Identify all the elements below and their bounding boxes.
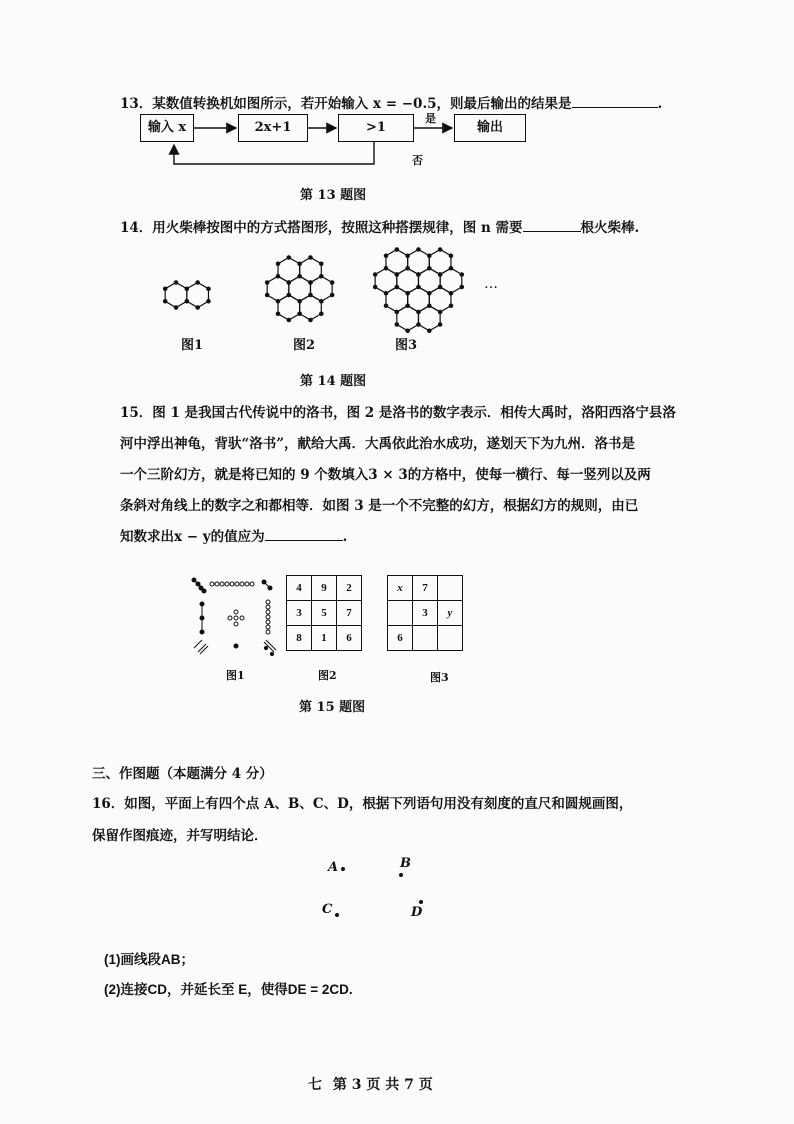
matchstick-joint (196, 281, 199, 284)
matchstick-joint (174, 306, 177, 309)
q15-label-fig3: 图3 (430, 671, 449, 684)
hexagon-cell (187, 283, 209, 308)
q16-line-1: 16．如图，平面上有四个点 A、B、C、D，根据下列语句用没有刻度的直尺和圆规画图， (92, 796, 633, 812)
q14-label-fig1: 图1 (181, 338, 204, 353)
point-c-dot (335, 913, 339, 917)
magic-square-fig3: x 7 3 y 6 (387, 575, 463, 651)
matchstick-joint (395, 248, 398, 251)
matchstick-joint (320, 262, 323, 265)
q13-flowchart (130, 112, 550, 172)
q14-answer-blank[interactable] (523, 219, 581, 232)
flow-compute-box: 2x+1 (238, 114, 308, 142)
matchstick-joint (330, 281, 333, 284)
q15-paragraph (120, 398, 676, 553)
point-b-label: B (400, 856, 411, 871)
matchstick-joint (174, 281, 177, 284)
q14-caption: 第 14 题图 (300, 374, 367, 389)
flow-output-box: 输出 (454, 114, 526, 142)
q16-step-1: (1)画线段AB； (104, 952, 194, 967)
matchstick-joint (384, 254, 387, 257)
q15-line-4: 条斜对角线上的数字之和都相等．如图 3 是一个不完整的幻方，根据幻方的规则，由已 (120, 498, 639, 514)
point-a-dot (341, 867, 345, 871)
q15-line-2: 河中浮出神龟，背驮“洛书”，献给大禹．大禹依此治水成功，遂划天下为九州．洛书是 (120, 436, 636, 452)
q13-answer-blank[interactable] (572, 95, 658, 108)
point-d-dot (419, 900, 423, 904)
matchstick-joint (276, 312, 279, 315)
hexagon-cell (418, 306, 440, 331)
flow-no-label: 否 (412, 154, 423, 167)
q15-caption: 第 15 题图 (299, 700, 366, 715)
q14-hexagon-figures (150, 240, 520, 335)
hexagon-figure-3 (373, 248, 463, 333)
point-d-label: D (411, 905, 423, 920)
q15-label-fig1: 图1 (226, 669, 245, 682)
point-a-label: A (328, 860, 339, 875)
footer-page-number: 第 3 页 共 7 页 (332, 1077, 433, 1093)
matchstick-joint (320, 312, 323, 315)
matchstick-joint (265, 281, 268, 284)
flow-yes-label: 是 (425, 112, 436, 125)
hexagon-cell (397, 306, 419, 331)
q14-label-fig3: 图3 (395, 338, 418, 353)
matchstick-joint (163, 300, 166, 303)
q15-label-fig2: 图2 (318, 669, 337, 682)
matchstick-joint (207, 287, 210, 290)
matchstick-joint (449, 254, 452, 257)
q15-line-3: 一个三阶幻方，就是将已知的 9 个数填入3 × 3的方格中，使每一横行、每一竖列以及两 (120, 467, 651, 483)
matchstick-joint (395, 323, 398, 326)
q15-line-5: 知数求出x − y的值应为 . (120, 529, 348, 545)
page-footer (308, 1074, 433, 1094)
matchstick-joint (196, 306, 199, 309)
matchstick-joint (309, 318, 312, 321)
matchstick-joint (438, 248, 441, 251)
q14-text: 14．用火柴棒按图中的方式搭图形，按照这种搭摆规律，图 n 需要 根火柴棒. (120, 220, 640, 236)
matchstick-joint (438, 323, 441, 326)
point-c-label: C (322, 902, 333, 917)
matchstick-joint (276, 262, 279, 265)
matchstick-joint (265, 293, 268, 296)
matchstick-joint (309, 256, 312, 259)
matchstick-joint (373, 285, 376, 288)
footer-mark: 七 (308, 1077, 322, 1093)
matchstick-joint (207, 300, 210, 303)
q14-label-fig2: 图2 (293, 338, 316, 353)
q15-answer-blank[interactable] (265, 528, 343, 541)
matchstick-joint (417, 248, 420, 251)
q14-ellipsis: … (484, 276, 498, 292)
matchstick-joint (384, 304, 387, 307)
section-3-heading: 三、作图题（本题满分 4 分） (92, 766, 273, 782)
hexagon-figure-2 (265, 256, 333, 322)
q13-caption: 第 13 题图 (300, 188, 367, 203)
matchstick-joint (460, 285, 463, 288)
point-b-dot (399, 873, 403, 877)
q15-line-1: 15．图 1 是我国古代传说中的洛书，图 2 是洛书的数字表示．相传大禹时，洛阳西洛宁县洛 (120, 405, 676, 421)
matchstick-joint (287, 318, 290, 321)
flow-condition-box: >1 (338, 114, 414, 142)
luoshu-figure (190, 576, 282, 660)
matchstick-joint (428, 329, 431, 332)
q16-line-2: 保留作图痕迹，并写明结论． (92, 828, 268, 844)
magic-square-fig2: 4 9 2 3 5 7 8 1 6 (286, 575, 362, 651)
matchstick-joint (330, 293, 333, 296)
hexagon-cell (300, 295, 322, 320)
hexagon-figure-1 (163, 281, 210, 309)
matchstick-joint (163, 287, 166, 290)
matchstick-joint (373, 273, 376, 276)
matchstick-joint (406, 329, 409, 332)
matchstick-joint (449, 304, 452, 307)
q13-text: 13．某数值转换机如图所示，若开始输入 x = −0.5，则最后输出的结果是 . (120, 96, 663, 112)
q16-step-2: (2)连接CD，并延长至 E，使得DE = 2CD. (104, 982, 353, 997)
hexagon-cell (165, 283, 187, 308)
hexagon-cell (278, 295, 300, 320)
matchstick-joint (460, 273, 463, 276)
matchstick-joint (287, 256, 290, 259)
flow-input-box: 输入 x (140, 114, 194, 142)
